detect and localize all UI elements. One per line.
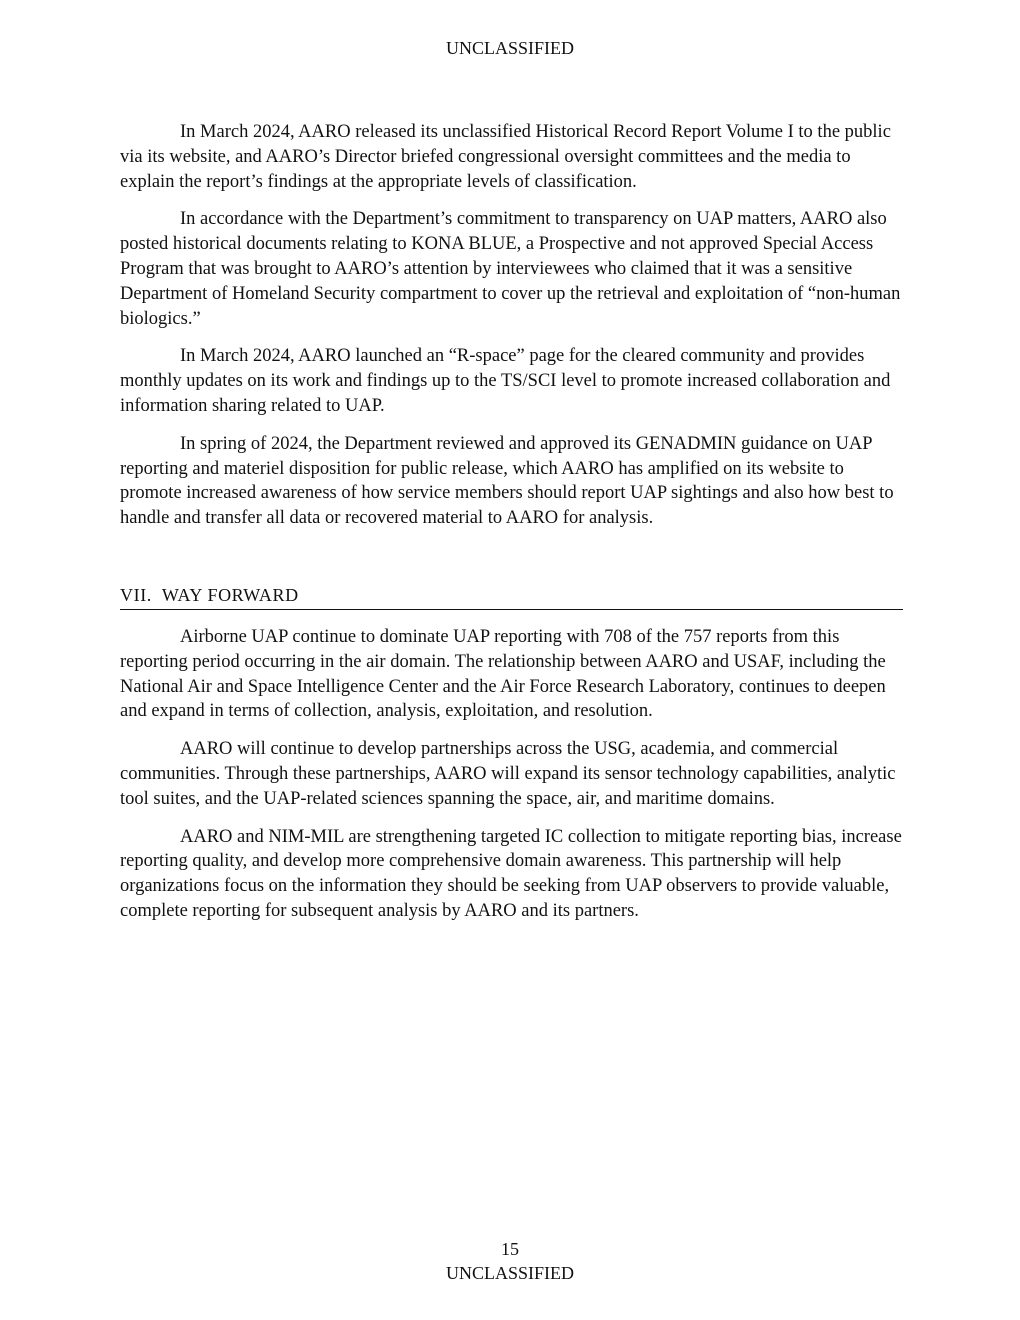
classification-marking-bottom: UNCLASSIFIED <box>445 1263 574 1283</box>
paragraph-historical-record-report: In March 2024, AARO released its unclassified Historical Record Report Volume I to the public via its website, and AARO’s Director briefed congressional oversight committees and the media to explain the report’s findings at the appropriate levels of classification. <box>120 122 891 192</box>
section-heading-way-forward <box>120 583 903 610</box>
paragraph-nim-mil: AARO and NIM-MIL are strengthening targeted IC collection to mitigate reporting bias, increase reporting quality, and develop more comprehensive domain awareness. This partnership will help organizations focus on the information they should be seeking from UAP observers to provide valuable, complete reporting for subsequent analysis by AARO and its partners. <box>120 826 902 921</box>
paragraph-partnerships: AARO will continue to develop partnerships across the USG, academia, and commercial communities. Through these partnerships, AARO will expand its sensor technology capabilities, analytic tool suites, and the UAP-related sciences spanning the space, air, and maritime domains. <box>120 739 896 809</box>
paragraph-genadmin-guidance: In spring of 2024, the Department reviewed and approved its GENADMIN guidance on UAP reporting and materiel disposition for public release, which AARO has amplified on its website to promote increased awareness of how service members should report UAP sightings and also how best to handle and transfer all data or recovered material to AARO for analysis. <box>120 433 894 529</box>
paragraph-airborne-uap: Airborne UAP continue to dominate UAP reporting with 708 of the 757 reports from this reporting period occurring in the air domain. The relationship between AARO and USAF, including the National Air and Space Intelligence Center and the Air Force Research Laboratory, continues to deepen and expand in terms of collection, analysis, exploitation, and resolution. <box>120 626 886 722</box>
section-title: WAY FORWARD <box>161 584 299 605</box>
paragraph-r-space: In March 2024, AARO launched an “R-space” page for the cleared community and provides monthly updates on its work and findings up to the TS/SCI level to promote increased collaboration and information sharing related to UAP. <box>120 346 891 416</box>
classification-marking-top: UNCLASSIFIED <box>445 38 574 58</box>
document-body <box>120 120 903 937</box>
section-number: VII. <box>120 584 152 605</box>
page-number: 15 <box>501 1239 519 1259</box>
paragraph-kona-blue: In accordance with the Department’s commitment to transparency on UAP matters, AARO also posted historical documents relating to KONA BLUE, a Prospective and not approved Special Access Program that was brought to AARO’s attention by interviewees who claimed that it was a sensitive Department of Homeland Security compartment to cover up the retrieval and exploitation of “non-human biologics.” <box>120 209 901 329</box>
